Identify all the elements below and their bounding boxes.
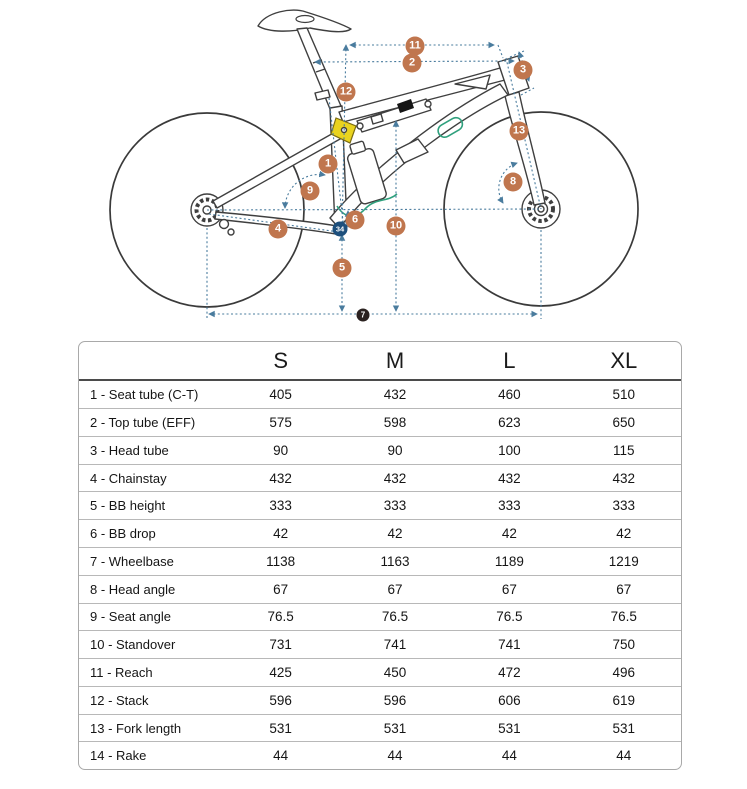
size-column-header-l: L (452, 342, 566, 380)
value-cell: 67 (567, 575, 681, 603)
chainring-badge: 34 (333, 222, 348, 237)
table-row (79, 686, 681, 714)
callout-10: 10 (387, 217, 406, 236)
value-cell: 333 (223, 492, 337, 520)
value-cell: 90 (223, 436, 337, 464)
callout-3: 3 (514, 61, 533, 80)
row-label: 3 - Head tube (79, 436, 223, 464)
value-cell: 750 (567, 631, 681, 659)
value-cell: 619 (567, 686, 681, 714)
row-label: 2 - Top tube (EFF) (79, 409, 223, 437)
value-cell: 100 (452, 436, 566, 464)
row-label: 1 - Seat tube (C-T) (90, 387, 199, 403)
value-cell: 741 (452, 631, 566, 659)
size-column-header-xl: XL (567, 342, 681, 380)
value-cell: 76.5 (338, 603, 452, 631)
geometry-table (78, 341, 682, 770)
row-label: 7 - Wheelbase (79, 547, 223, 575)
value-cell: 90 (338, 436, 452, 464)
row-label: 11 - Reach (79, 659, 223, 687)
table-row (79, 714, 681, 742)
row-label: 5 - BB height (79, 492, 223, 520)
value-cell: 472 (452, 659, 566, 687)
value-cell: 531 (452, 714, 566, 742)
table-corner-cell (79, 342, 223, 380)
value-cell: 42 (567, 520, 681, 548)
value-cell: 432 (452, 464, 566, 492)
value-cell: 460 (498, 387, 521, 403)
value-cell: 333 (452, 492, 566, 520)
callout-9: 9 (301, 182, 320, 201)
table-row (79, 547, 681, 575)
row-label: 6 - BB drop (79, 520, 223, 548)
table-row (79, 659, 681, 687)
value-cell: 432 (338, 464, 452, 492)
value-cell: 731 (223, 631, 337, 659)
row-label: 10 - Standover (79, 631, 223, 659)
value-cell: 450 (338, 659, 452, 687)
value-cell: 596 (223, 686, 337, 714)
size-column-header-m: M (338, 342, 452, 380)
value-cell: 44 (338, 742, 452, 769)
value-cell: 531 (567, 714, 681, 742)
value-cell: 76.5 (567, 603, 681, 631)
table-row (79, 380, 681, 409)
derailleur-icon (220, 220, 229, 229)
row-label: 12 - Stack (79, 686, 223, 714)
value-cell: 432 (223, 464, 337, 492)
value-cell: 650 (567, 409, 681, 437)
callout-2: 2 (403, 54, 422, 73)
table-row (79, 520, 681, 548)
table-row (79, 631, 681, 659)
value-cell: 44 (223, 742, 337, 769)
value-cell: 575 (223, 409, 337, 437)
table-row (79, 492, 681, 520)
table-row (79, 464, 681, 492)
value-cell: 496 (567, 659, 681, 687)
callout-7: 7 (357, 309, 370, 322)
callout-13: 13 (510, 122, 529, 141)
value-cell: 67 (452, 575, 566, 603)
value-cell: 425 (223, 659, 337, 687)
callout-1: 1 (319, 155, 338, 174)
row-label: 14 - Rake (79, 742, 223, 769)
value-cell: 606 (452, 686, 566, 714)
callout-5: 5 (333, 259, 352, 278)
value-cell: 1189 (452, 547, 566, 575)
bike-drawing (0, 0, 747, 341)
callout-12: 12 (337, 83, 356, 102)
table-row (79, 575, 681, 603)
value-cell: 741 (338, 631, 452, 659)
value-cell: 1138 (223, 547, 337, 575)
value-cell: 596 (338, 686, 452, 714)
callout-11: 11 (406, 37, 425, 56)
value-cell: 76.5 (452, 603, 566, 631)
callout-6: 6 (346, 211, 365, 230)
table-row (79, 436, 681, 464)
value-cell: 531 (223, 714, 337, 742)
row-label: 13 - Fork length (79, 714, 223, 742)
row-label: 4 - Chainstay (79, 464, 223, 492)
value-cell: 531 (338, 714, 452, 742)
size-column-header-s: S (223, 342, 337, 380)
value-cell: 42 (452, 520, 566, 548)
table-row (79, 603, 681, 631)
value-cell: 67 (223, 575, 337, 603)
value-cell: 1163 (338, 547, 452, 575)
value-cell: 115 (567, 436, 681, 464)
hub-axis-line (207, 209, 541, 210)
value-cell: 333 (567, 492, 681, 520)
row-label: 9 - Seat angle (79, 603, 223, 631)
callout-8: 8 (504, 173, 523, 192)
bike-diagram (0, 0, 747, 341)
value-cell: 1219 (567, 547, 681, 575)
value-cell: 67 (338, 575, 452, 603)
value-cell: 42 (338, 520, 452, 548)
value-cell: 432 (383, 387, 407, 403)
value-cell: 76.5 (223, 603, 337, 631)
value-cell: 405 (269, 387, 292, 403)
callout-4: 4 (269, 220, 288, 239)
value-cell: 44 (567, 742, 681, 769)
value-cell: 510 (612, 387, 636, 403)
table-row (79, 409, 681, 437)
table-row (79, 742, 681, 769)
value-cell: 598 (338, 409, 452, 437)
value-cell: 623 (452, 409, 566, 437)
value-cell: 333 (338, 492, 452, 520)
value-cell: 432 (567, 464, 681, 492)
table-header (79, 342, 681, 380)
value-cell: 44 (452, 742, 566, 769)
row-label: 8 - Head angle (79, 575, 223, 603)
value-cell: 42 (223, 520, 337, 548)
